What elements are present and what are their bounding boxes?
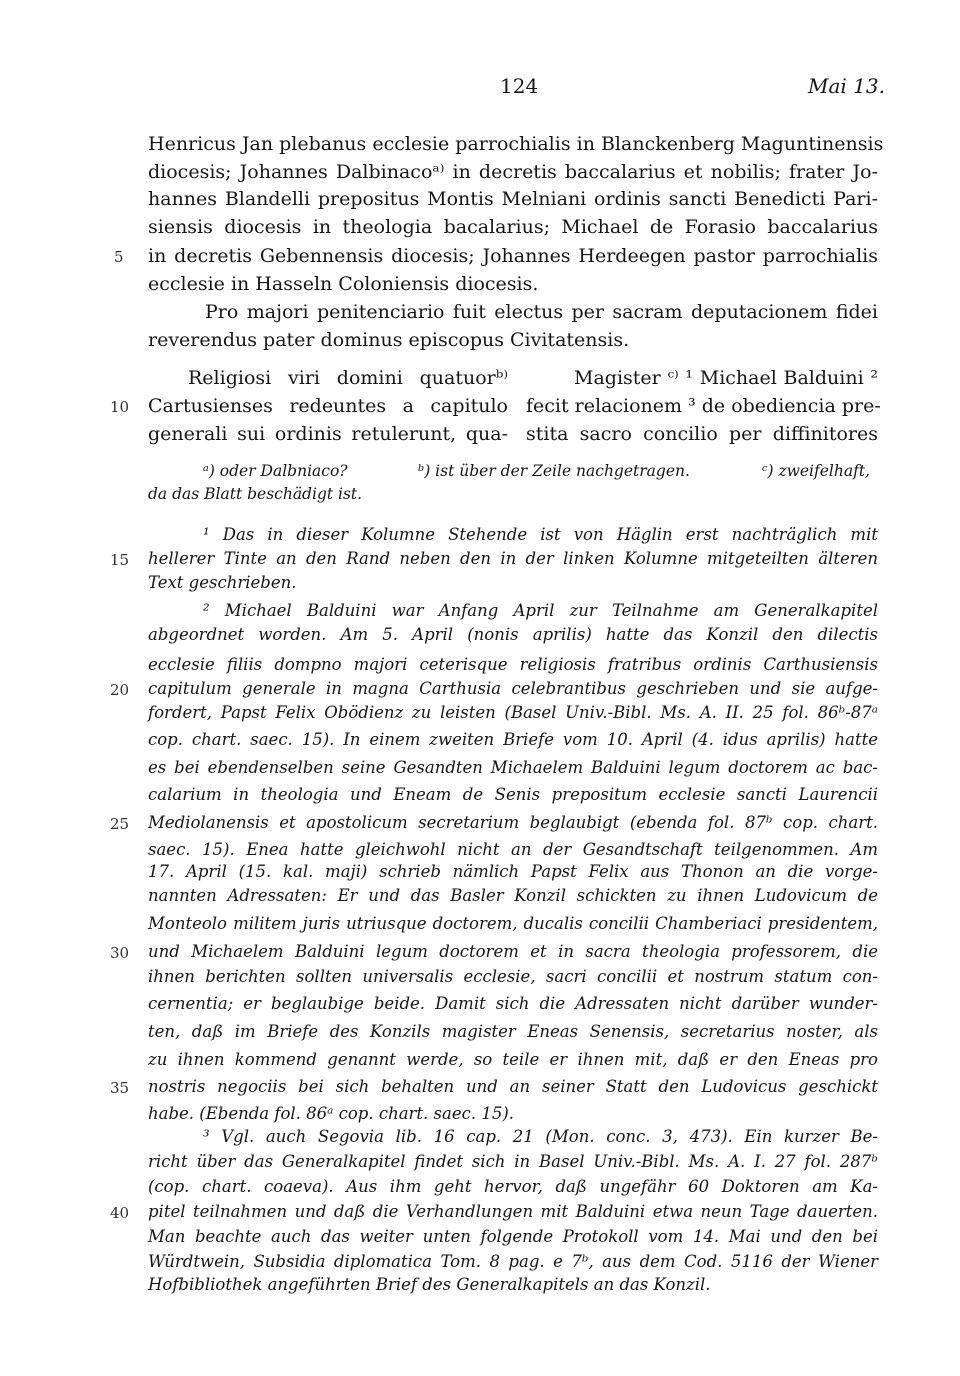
footnote-line: pitel teilnahmen und daß die Verhandlungen mit Balduini etwa neun Tage dauerten. [148, 1202, 878, 1221]
right-column-line: stita sacro concilio per diffinitores [526, 423, 878, 445]
footnote-line: ecclesie filiis dompno majori ceterisque religiosis fratribus ordinis Carthusiensis [148, 655, 878, 674]
footnote-line: ten, daß im Briefe des Konzils magister Eneas Senensis, secretarius noster, als [148, 1022, 878, 1041]
footnote-line: Monteolo militem juris utriusque doctorem, ducalis concilii Chamberiaci presidentem, [148, 914, 878, 933]
footnote-line: Hofbibliothek angeführten Brief des Generalkapitels an das Konzil. [148, 1275, 711, 1294]
left-column-line: generali sui ordinis retulerunt, qua- [148, 423, 508, 445]
body-line: ecclesie in Hasseln Coloniensis diocesis. [148, 273, 539, 295]
body-line: Pro majori penitenciario fuit electus per sacram deputacionem fidei [205, 301, 878, 323]
footnote-line: capitulum generale in magna Carthusia celebrantibus geschrieben und sie aufge- [148, 679, 878, 698]
footnote-line: calarium in theologia und Eneam de Senis prepositum ecclesie sancti Laurencii [148, 785, 878, 804]
running-date: Mai 13. [808, 74, 885, 98]
left-column-line: Religiosi viri domini quatuorᵇ⁾ [188, 367, 508, 389]
footnote-line: und Michaelem Balduini legum doctorem et in sacra theologia professorem, die [148, 942, 878, 961]
line-number: 30 [110, 944, 130, 962]
body-line: reverendus pater dominus episcopus Civitatensis. [148, 329, 630, 351]
line-number: 40 [110, 1204, 130, 1222]
left-column-line: Cartusienses redeuntes a capitulo [148, 395, 508, 417]
footnote-line: zu ihnen kommend genannt werde, so teile er ihnen mit, daß er den Eneas pro [148, 1050, 878, 1069]
footnote-line: Würdtwein, Subsidia diplomatica Tom. 8 pag. e 7ᵇ, aus dem Cod. 5116 der Wiener [148, 1252, 878, 1271]
footnote-line: ihnen berichten sollten universalis ecclesie, sacri concilii et nostrum statum con- [148, 967, 878, 986]
footnote-line: hellerer Tinte an den Rand neben den in der linken Kolumne mitgeteilten älteren [148, 549, 878, 568]
body-line: in decretis Gebennensis diocesis; Johannes Herdeegen pastor parrochialis [148, 245, 878, 267]
footnote-line: nannten Adressaten: Er und das Basler Konzil schickten zu ihnen Ludovicum de [148, 886, 878, 905]
line-number: 20 [110, 681, 130, 699]
footnote-line: ¹ Das in dieser Kolumne Stehende ist von Häglin erst nachträglich mit [203, 525, 878, 544]
line-number: 10 [110, 398, 130, 416]
footnote-line: richt über das Generalkapitel findet sich in Basel Univ.-Bibl. Ms. A. I. 27 fol. 287ᵇ [148, 1152, 878, 1171]
footnote-line: abgeordnet worden. Am 5. April (nonis aprilis) hatte das Konzil den dilectis [148, 625, 878, 644]
footnote-line: cernentia; er beglaubige beide. Damit sich die Adressaten nicht darüber wunder- [148, 994, 878, 1013]
right-column-line: Magister ᶜ⁾ ¹ Michael Balduini ² [574, 367, 878, 389]
footnote-line: fordert, Papst Felix Obödienz zu leisten (Basel Univ.-Bibl. Ms. A. II. 25 fol. 86ᵇ-87ᵃ [148, 703, 878, 722]
line-number: 35 [110, 1079, 130, 1097]
body-line: diocesis; Johannes Dalbinacoᵃ⁾ in decretis baccalarius et nobilis; frater Jo- [148, 161, 878, 183]
line-number: 5 [114, 248, 124, 266]
body-line: siensis diocesis in theologia bacalarius; Michael de Forasio baccalarius [148, 216, 878, 238]
right-column-line: fecit relacionem ³ de obediencia pre- [526, 395, 881, 417]
footnote-line: cop. chart. saec. 15). In einem zweiten Briefe vom 10. April (4. idus aprilis) hatte [148, 730, 878, 749]
footnote-line: nostris negociis bei sich behalten und an seiner Statt den Ludovicus geschickt [148, 1077, 878, 1096]
footnote-line: habe. (Ebenda fol. 86ᵃ cop. chart. saec. 15). [148, 1104, 515, 1123]
line-number: 25 [110, 815, 130, 833]
footnote-line: Text geschrieben. [148, 573, 297, 592]
footnote-line: Mediolanensis et apostolicum secretarium beglaubigt (ebenda fol. 87ᵇ cop. chart. [148, 813, 878, 832]
footnote-line: (cop. chart. coaeva). Aus ihm geht hervor, daß ungefähr 60 Doktoren am Ka- [148, 1177, 878, 1196]
line-number: 15 [110, 551, 130, 569]
apparatus-note-c: ᶜ) zweifelhaft, [762, 462, 870, 480]
body-line: hannes Blandelli prepositus Montis Melniani ordinis sancti Benedicti Pari- [148, 188, 878, 210]
body-line: Henricus Jan plebanus ecclesie parrochialis in Blanckenberg Maguntinensis [148, 133, 884, 155]
footnote-line: ³ Vgl. auch Segovia lib. 16 cap. 21 (Mon. conc. 3, 473). Ein kurzer Be- [203, 1127, 878, 1146]
page-number: 124 [500, 74, 539, 98]
footnote-line: es bei ebendenselben seine Gesandten Michaelem Balduini legum doctorem ac bac- [148, 758, 878, 777]
apparatus-note-b: ᵇ) ist über der Zeile nachgetragen. [418, 462, 690, 480]
footnote-line: saec. 15). Enea hatte gleichwohl nicht an der Gesandtschaft teilgenommen. Am [148, 840, 878, 859]
footnote-line: 17. April (15. kal. maji) schrieb nämlich Papst Felix aus Thonon an die vorge- [148, 862, 878, 881]
apparatus-note-a: ᵃ) oder Dalbniaco? [203, 462, 348, 480]
apparatus-note-c-continued: da das Blatt beschädigt ist. [148, 485, 363, 503]
footnote-line: Man beachte auch das weiter unten folgende Protokoll vom 14. Mai und den bei [148, 1227, 878, 1246]
footnote-line: ² Michael Balduini war Anfang April zur Teilnahme am Generalkapitel [203, 601, 878, 620]
